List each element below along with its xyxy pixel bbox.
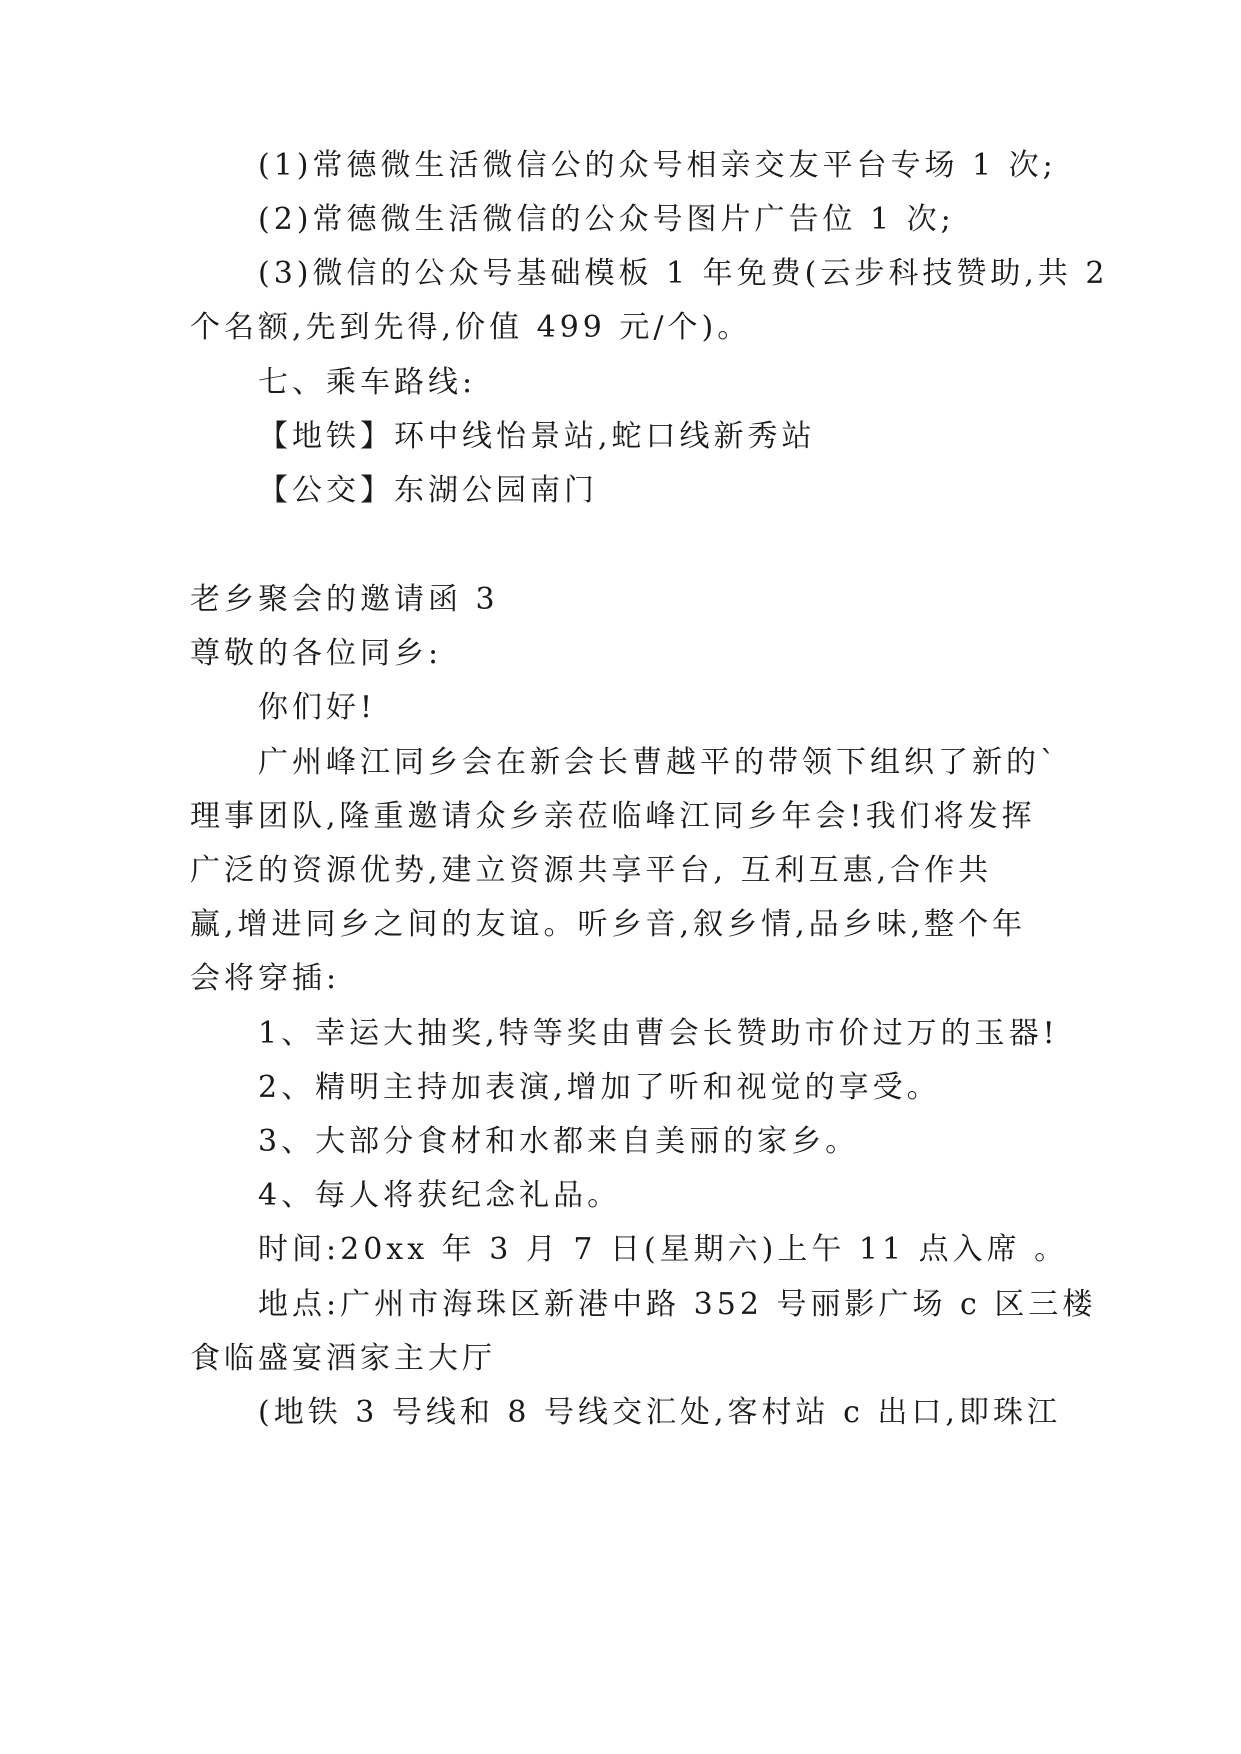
invitation-title: 老乡聚会的邀请函 3 bbox=[190, 582, 499, 617]
prize-item-3-line-2: 个名额,先到先得,价值 499 元/个)。 bbox=[190, 310, 752, 345]
prize-item-3-line-1: (3)微信的公众号基础模板 1 年免费(云步科技赞助,共 2 bbox=[258, 256, 1109, 291]
event-time: 时间:20xx 年 3 月 7 日(星期六)上午 11 点入席 。 bbox=[258, 1232, 1069, 1267]
route-heading: 七、乘车路线: bbox=[258, 365, 477, 400]
body-paragraph-line-4: 赢,增进同乡之间的友谊。听乡音,叙乡情,品乡味,整个年 bbox=[190, 907, 1027, 942]
list-item-1: 1、幸运大抽奖,特等奖由曹会长赞助市价过万的玉器! bbox=[258, 1016, 1059, 1051]
list-item-3: 3、大部分食材和水都来自美丽的家乡。 bbox=[258, 1124, 860, 1159]
list-item-2: 2、精明主持加表演,增加了听和视觉的享受。 bbox=[258, 1070, 941, 1105]
route-metro: 【地铁】环中线怡景站,蛇口线新秀站 bbox=[258, 419, 816, 454]
event-place-line-2: 食临盛宴酒家主大厅 bbox=[190, 1341, 496, 1376]
prize-item-1: (1)常德微生活微信公的众号相亲交友平台专场 1 次; bbox=[258, 148, 1057, 183]
body-paragraph-line-3: 广泛的资源优势,建立资源共享平台, 互利互惠,合作共 bbox=[190, 853, 993, 888]
route-bus: 【公交】东湖公园南门 bbox=[258, 473, 598, 508]
list-item-4: 4、每人将获纪念礼品。 bbox=[258, 1178, 622, 1213]
salutation: 尊敬的各位同乡: bbox=[190, 636, 443, 671]
greeting: 你们好! bbox=[258, 690, 377, 725]
body-paragraph-line-1: 广州峰江同乡会在新会长曹越平的带领下组织了新的` bbox=[258, 745, 1059, 780]
prize-item-2: (2)常德微生活微信的公众号图片广告位 1 次; bbox=[258, 202, 955, 237]
body-paragraph-line-5: 会将穿插: bbox=[190, 961, 341, 996]
body-paragraph-line-2: 理事团队,隆重邀请众乡亲莅临峰江同乡年会!我们将发挥 bbox=[190, 799, 1036, 834]
transit-note-line-1: (地铁 3 号线和 8 号线交汇处,客村站 c 出口,即珠江 bbox=[258, 1395, 1061, 1430]
event-place-line-1: 地点:广州市海珠区新港中路 352 号丽影广场 c 区三楼 bbox=[258, 1287, 1097, 1322]
